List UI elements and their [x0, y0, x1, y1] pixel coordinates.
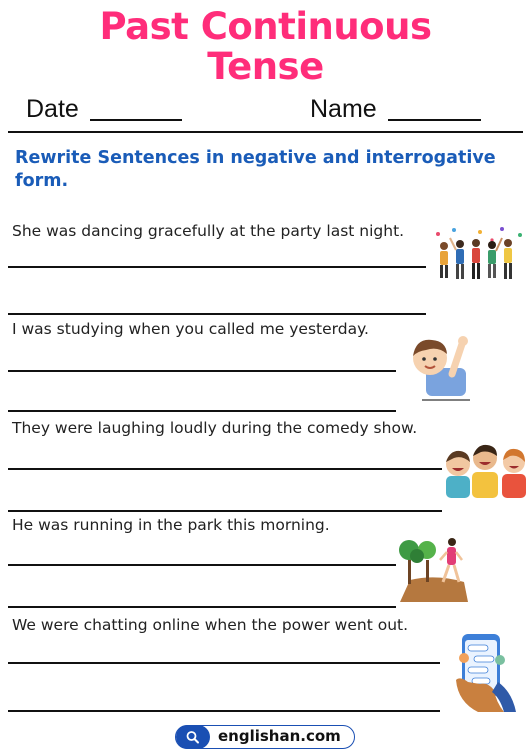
header-divider [8, 131, 523, 133]
answer-line-3b[interactable] [8, 510, 442, 512]
park-runner-illustration [398, 534, 470, 604]
worksheet-title-line-2: Tense [207, 45, 324, 88]
exercise-sentence-5: We were chatting online when the power went out. [12, 616, 409, 634]
exercise-sentence-4: He was running in the park this morning. [12, 516, 330, 534]
exercise-sentence-2: I was studying when you called me yesterday. [12, 320, 369, 338]
footer-icon-pill [176, 725, 210, 749]
exercise-sentence-3: They were laughing loudly during the comedy show. [12, 419, 418, 437]
answer-line-3a[interactable] [8, 468, 442, 470]
search-icon [176, 725, 210, 749]
answer-line-2b[interactable] [8, 410, 396, 412]
answer-line-1b[interactable] [8, 313, 426, 315]
laughing-friends-illustration [442, 442, 528, 498]
answer-line-2a[interactable] [8, 370, 396, 372]
name-field-line[interactable] [388, 119, 481, 121]
date-label: Date [26, 95, 79, 123]
instruction-text: Rewrite Sentences in negative and interrogative form. [15, 148, 496, 191]
footer-site-badge[interactable] [175, 725, 355, 749]
footer-site-text[interactable]: englishan.com [218, 727, 341, 745]
exercise-sentence-1: She was dancing gracefully at the party last night. [12, 222, 405, 240]
worksheet-title-line-1: Past Continuous [99, 5, 432, 48]
date-field-line[interactable] [90, 119, 182, 121]
answer-line-4b[interactable] [8, 606, 396, 608]
party-dancers-illustration [430, 226, 526, 282]
answer-line-1a[interactable] [8, 266, 426, 268]
waving-boy-illustration [404, 330, 474, 402]
answer-line-4a[interactable] [8, 564, 396, 566]
answer-line-5b[interactable] [8, 710, 440, 712]
answer-line-5a[interactable] [8, 662, 440, 664]
name-label: Name [310, 95, 377, 123]
phone-chat-illustration [448, 632, 526, 714]
